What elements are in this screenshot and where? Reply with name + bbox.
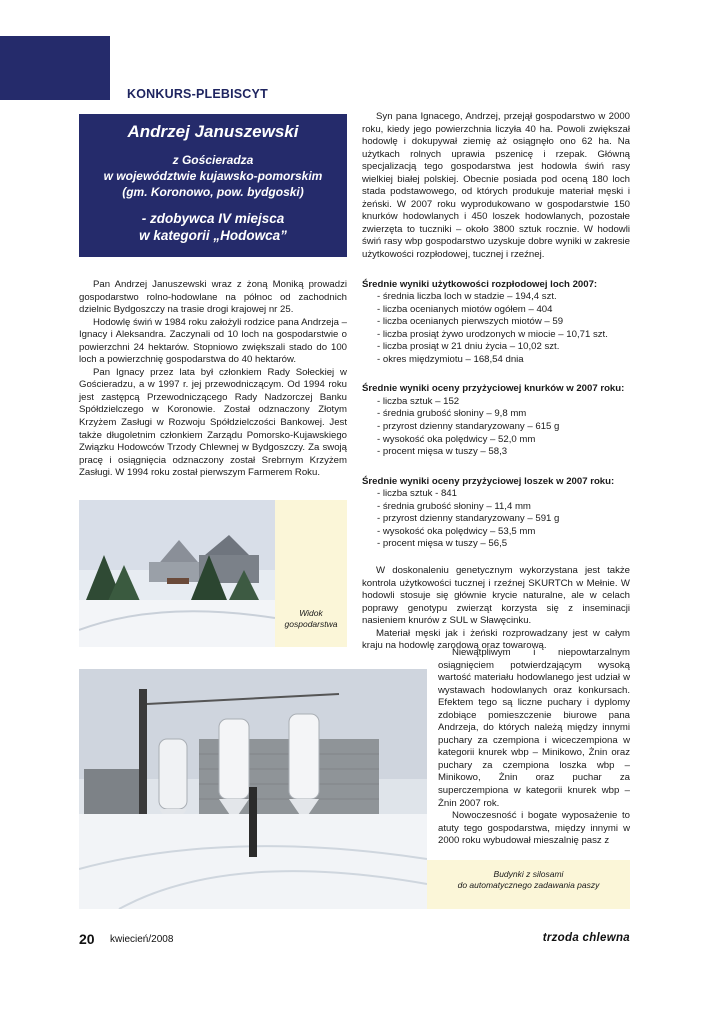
corner-color-block [0,36,110,100]
page-number: 20 [79,931,95,947]
caption-line: Budynki z silosami [493,869,564,879]
results-list [362,291,630,366]
left-column-text [79,279,347,480]
paragraph: Syn pana Ignacego, Andrzej, przejął gospodarstwo w 2000 roku, kiedy jego powierzchnia liczyła 40 ha. Powoli zwiększał hodowlę i dokupywał ziemię aż osiągnęło ono 62 ha. Na użytkach rolnych uprawia pszenicę i rzepak. Główną specjalizacją tego gospodarstwa jest hodowla świń rasy wielkiej białej polskiej. Obecnie posiada pod oceną 180 loch stada podstawowego, od których produkuje materiał męski i żeński. W 2007 roku wyprodukowano w gospodarstwie 150 knurków hodowlanych i 450 loszek hodowlanych, pozostałe zwierzęta to tuczniki – około 3800 sztuk rocznie. W hodowli świń rasy wbp gospodarstwo uzyskuje dobre wyniki w zakresie użytkowości rozpłodowej, tucznej i rzeźnej. [362,111,630,261]
paragraph: Pan Andrzej Januszewski wraz z żoną Moniką prowadzi gospodarstwo rolno-hodowlane na północ od zachodnich dzielnic Bydgoszczy na trasie drogi krajowej nr 25. [79,279,347,316]
list-item: - procent mięsa w tuszy – 56,5 [377,538,508,550]
paragraph: Pan Ignacy przez lata był członkiem Rady Sołeckiej w Gościeradzu, a w 1997 r. jej przewodniczącym. Od 1994 roku jest zastępcą Przewodniczącego Rady Nadzorczej Banku Spółdzielczego w Koronowie. Został odznaczony Złotym Krzyżem Zasługi w Rozwoju Spółdzielczości Bankowej. Jest także długoletnim członkiem Zarządu Pomorsko-Kujawskiego Związku Hodowców Trzody Chlewnej w Bydgoszczy. Za swoją pracę i osiągnięcia odznaczony został Srebrnym Krzyżem Zasługi. W 1994 roku został pierwszym Farmerem Roku. [79,366,347,479]
list-header: Średnie wyniki użytkowości rozpłodowej loch 2007: [362,278,598,290]
list-item: - okres międzymiotu – 168,54 dnia [377,353,524,365]
farm-view-photo [79,500,275,647]
list-item: - wysokość oka polędwicy – 52,0 mm [377,433,536,445]
award-block [79,210,347,244]
list-item: - liczba ocenianych pierwszych miotów – 59 [377,316,564,328]
paragraph: Hodowlę świń w 1984 roku założyli rodzice pana Andrzeja – Ignacy i Aleksandra. Zaczynali od 10 loch na gospodarstwie o powierzchni 24 hektarów. Stopniowo zwiększali stado do 100 loch a powierzchnię gospodarstwa do 40 hektarów. [79,316,347,366]
caption-line: gospodarstwa [284,619,338,629]
location-line: w województwie kujawsko-pomorskim [103,169,323,183]
list-item: - wysokość oka polędwicy – 53,5 mm [377,525,536,537]
caption-line: Widok [299,608,323,618]
list-item: - przyrost dzienny standaryzowany – 591 g [377,513,560,525]
location-block [79,152,347,200]
paragraph: Materiał męski jak i żeński rozprowadzany jest w całym kraju na hodowlę zarodową oraz towarową. [362,627,630,652]
title-box [79,114,347,257]
list-item: - średnia grubość słoniny – 11,4 mm [377,500,531,512]
list-header: Średnie wyniki oceny przyżyciowej knurków w 2007 roku: [362,383,625,395]
list-item: - liczba sztuk – 152 [377,395,460,407]
person-name: Andrzej Januszewski [127,122,299,141]
caption-line: do automatycznego zadawania paszy [457,880,600,890]
issue-date: kwiecień/2008 [110,934,174,945]
list-item: - średnia liczba loch w stadzie – 194,4 szt. [377,291,557,303]
list-item: - liczba sztuk - 841 [377,488,457,500]
location-line: z Gościeradza [172,153,254,167]
photo-caption-box [275,500,347,647]
results-list [362,488,630,551]
silos-buildings-photo [79,669,427,909]
right-column-text [362,111,630,653]
award-line: - zdobywca IV miejsca [141,211,285,226]
list-item: - procent mięsa w tuszy – 58,3 [377,446,508,458]
paragraph: Niewątpliwym i niepowtarzalnym osiągnięciem potwierdzającym wysoką wartość materiału hodowlanego jest udział w wystawach hodowlanych oraz konkursach. Efektem tego są liczne puchary i dyplomy zdobiące pomieszczenie biurowe pana Andrzeja, do których należą między innymi puchary za czempiona i wiceczempiona w kategorii knurek wbp – Minikowo, Żnin oraz puchary za czempiona loszka wbp – Minikowo, Żnin oraz puchar za superczempiona w kategorii knurek wbp – Żnin 2007 rok. [438,647,630,809]
magazine-brand: trzoda chlewna [542,932,630,944]
list-item: - liczba prosiąt w 21 dniu życia – 10,02 szt. [377,341,560,353]
list-item: - średnia grubość słoniny – 9,8 mm [377,408,527,420]
award-line: w kategorii „Hodowca” [139,228,287,243]
paragraph: Nowoczesność i bogate wyposażenie to atuty tego gospodarstwa, między innymi w 2000 roku wybudował mieszalnię pasz z [438,810,630,847]
list-item: - przyrost dzienny standaryzowany – 615 g [377,421,560,433]
narrow-column-text [438,647,630,848]
section-title: KONKURS-PLEBISCYT [127,87,268,101]
list-header: Średnie wyniki oceny przyżyciowej loszek w 2007 roku: [362,475,615,487]
location-line: (gm. Koronowo, pow. bydgoski) [122,185,304,199]
list-item: - liczba ocenianych miotów ogółem – 404 [377,303,553,315]
photo-caption-box [427,860,630,909]
results-list [362,396,630,459]
list-item: - liczba prosiąt żywo urodzonych w miocie – 10,71 szt. [377,328,608,340]
paragraph: W doskonaleniu genetycznym wykorzystana jest także kontrola użytkowości tucznej i rzeźnej SKURTCh w Mełnie. W hodowli stosuje się głównie krycie naturalne, ale w celach poprawy genotypu zwierząt korzysta się z inseminacji nasieniem knurów z SUL w Sławęcinku. [362,564,630,627]
